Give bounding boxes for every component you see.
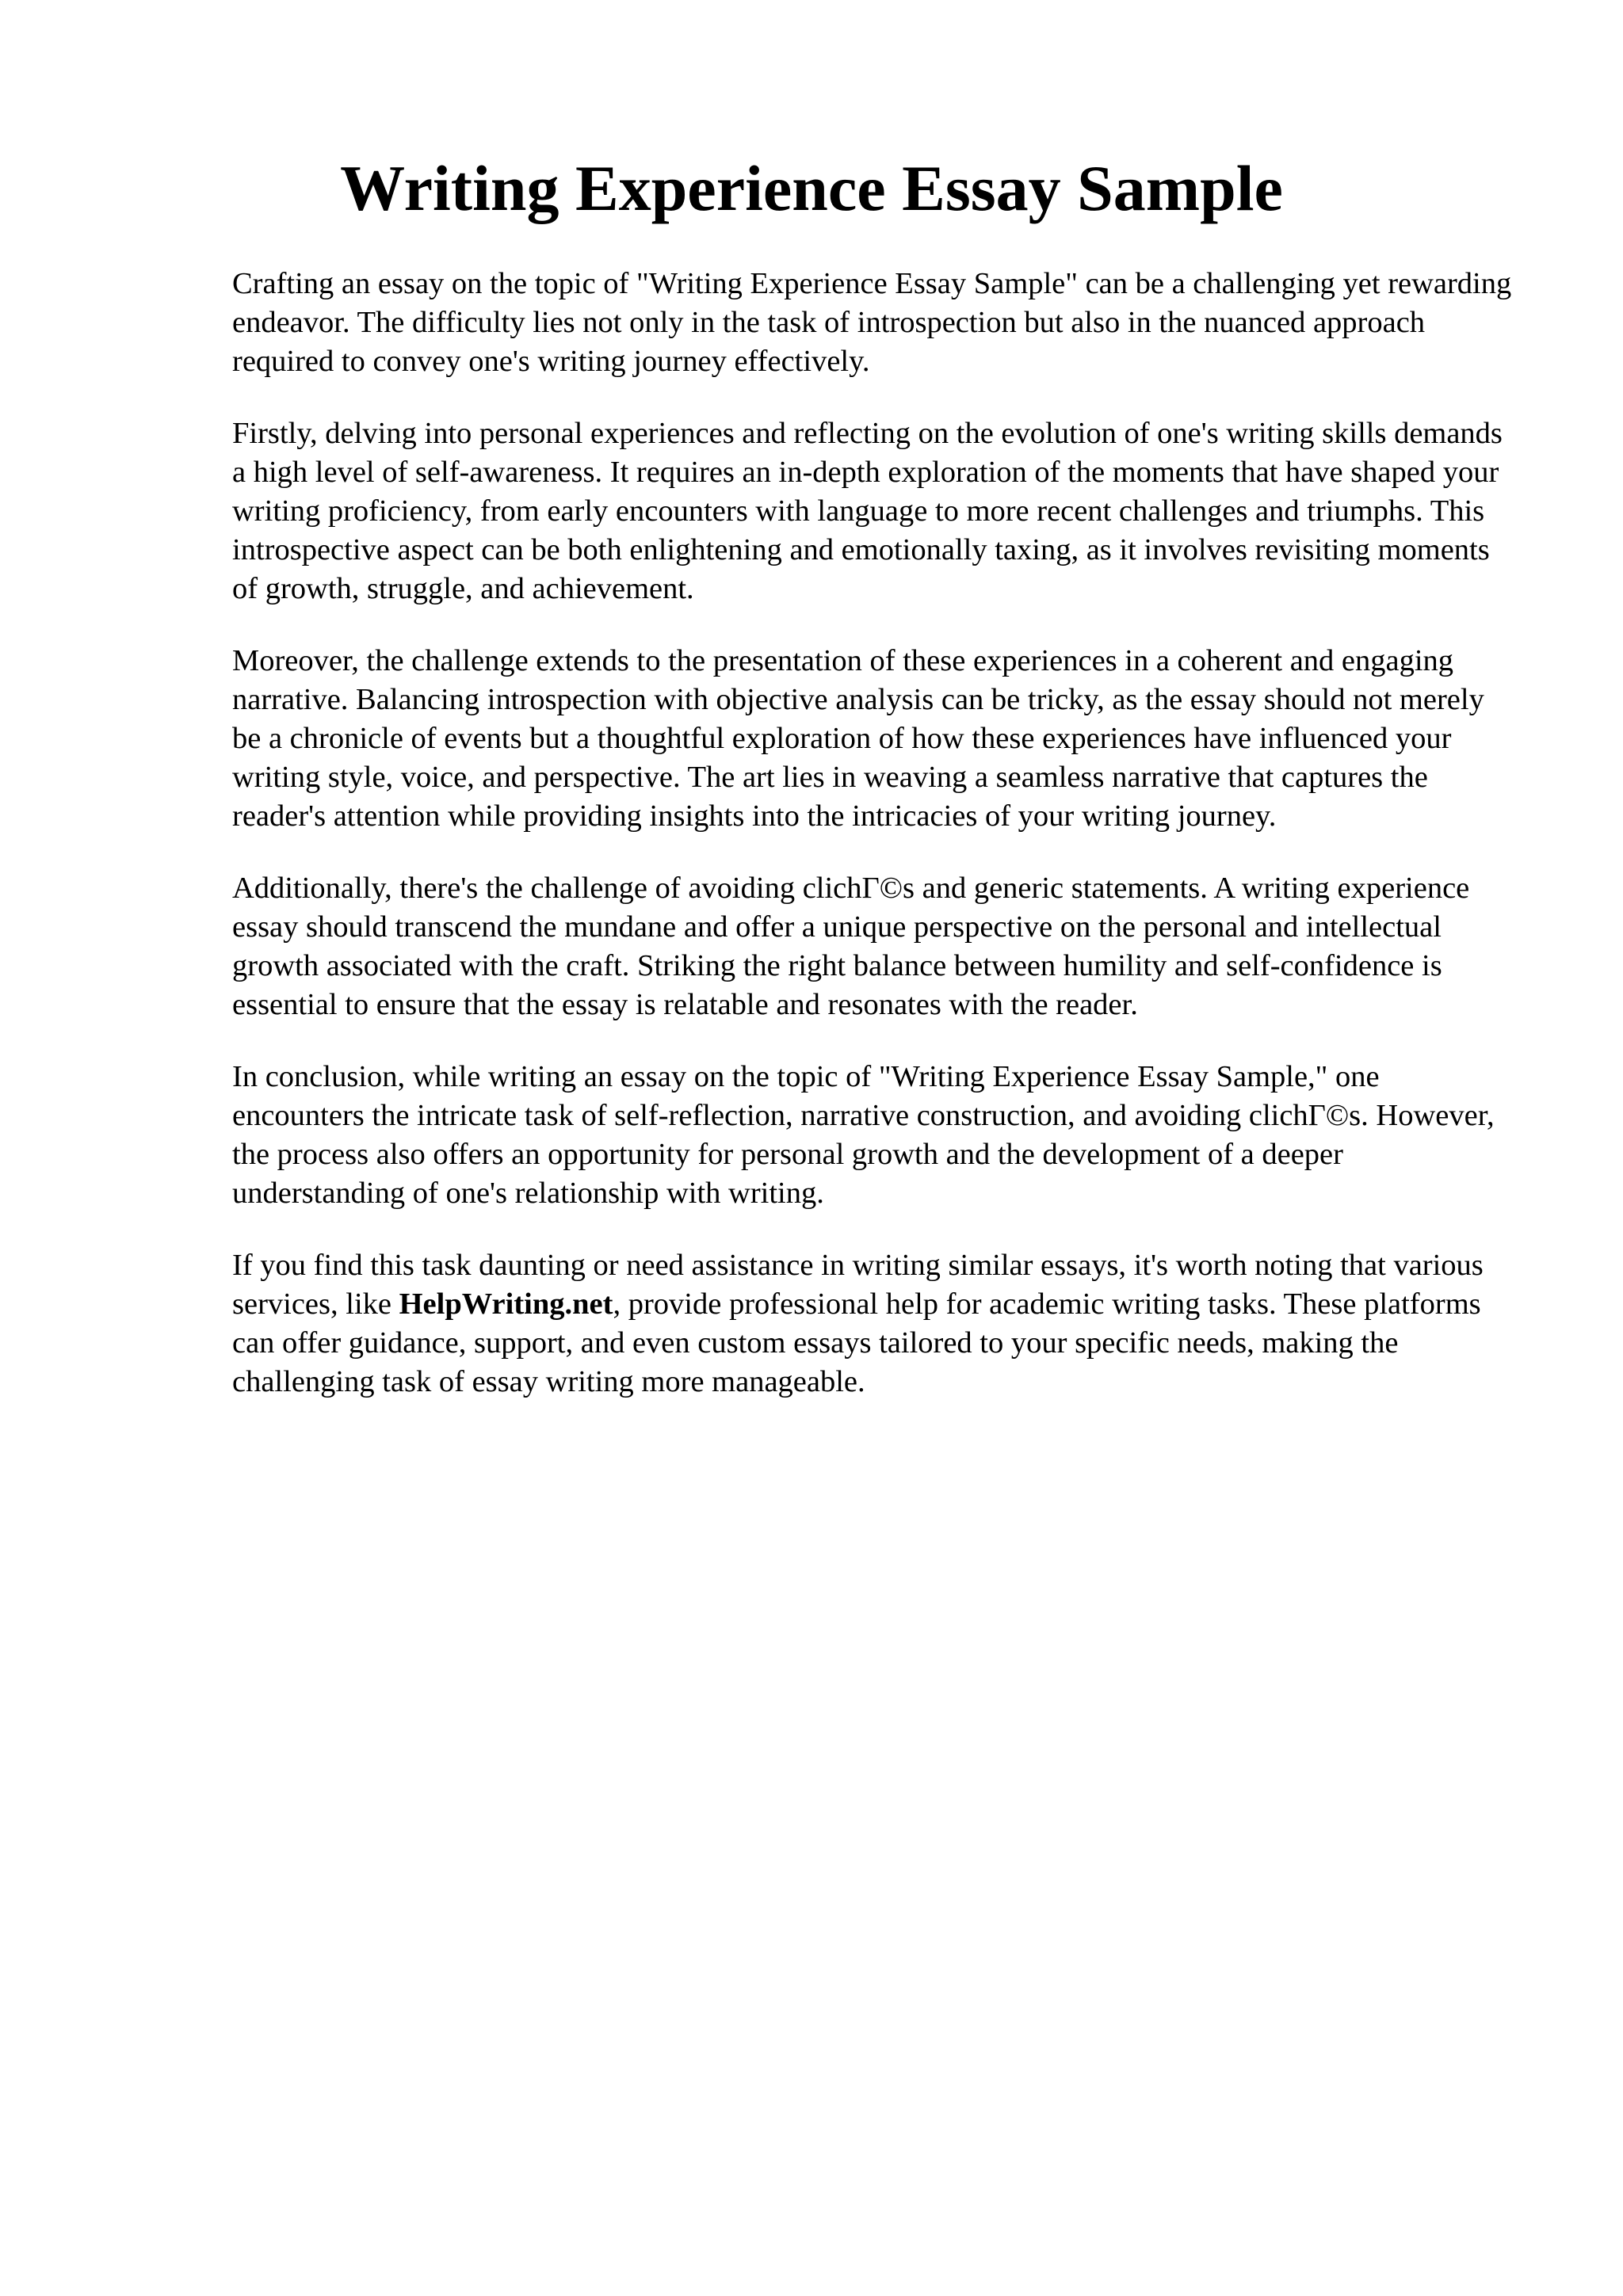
document-title: Writing Experience Essay Sample: [340, 152, 1283, 224]
paragraph-moreover: Moreover, the challenge extends to the presentation of these experiences in a coherent and engaging narrative. Balancing introspection with objective analysis can be tricky, as the essay should not merely be a chronicle of events but a thoughtful exploration of how these experiences have influenced your writing style, voice, and perspective. The art lies in weaving a seamless narrative that captures the reader's attention while providing insights into the intricacies of your writing journey.: [232, 644, 1484, 833]
paragraph-additionally: Additionally, there's the challenge of avoiding clichΓ©s and generic statements. A writing experience essay should transcend the mundane and offer a unique perspective on the personal and intellectual growth associated with the craft. Striking the right balance between humility and self-confidence is essential to ensure that the essay is relatable and resonates with the reader.: [232, 871, 1470, 1021]
paragraph-final: [232, 1246, 1516, 1402]
paragraph-conclusion: In conclusion, while writing an essay on the topic of "Writing Experience Essay Sample," one encounters the intricate task of self-reflection, narrative construction, and avoiding clichΓ©s. However, the process also offers an opportunity for personal growth and the development of a deeper understanding of one's relationship with writing.: [232, 1060, 1495, 1210]
final-text-after: , provide professional help for academic writing tasks. These platforms can offer guidance, support, and even custom essays tailored to your specific needs, making the challenging task of essay writing more manageable.: [232, 1287, 1481, 1398]
paragraph-firstly: Firstly, delving into personal experiences and reflecting on the evolution of one's writing skills demands a high level of self-awareness. It requires an in-depth exploration of the moments that have shaped your writing proficiency, from early encounters with language to more recent challenges and triumphs. This introspective aspect can be both enlightening and emotionally taxing, as it involves revisiting moments of growth, struggle, and achievement.: [232, 417, 1503, 605]
document-body: [232, 265, 1516, 1402]
brand-name: HelpWriting.net: [399, 1287, 613, 1321]
paragraph-intro: Crafting an essay on the topic of "Writing Experience Essay Sample" can be a challenging yet rewarding endeavor. The difficulty lies not only in the task of introspection but also in the nuanced approach required to convey one's writing journey effectively.: [232, 267, 1512, 378]
final-text-before: If you find this task daunting or need assistance in writing similar essays, it's worth noting that various services, like: [232, 1249, 1484, 1321]
